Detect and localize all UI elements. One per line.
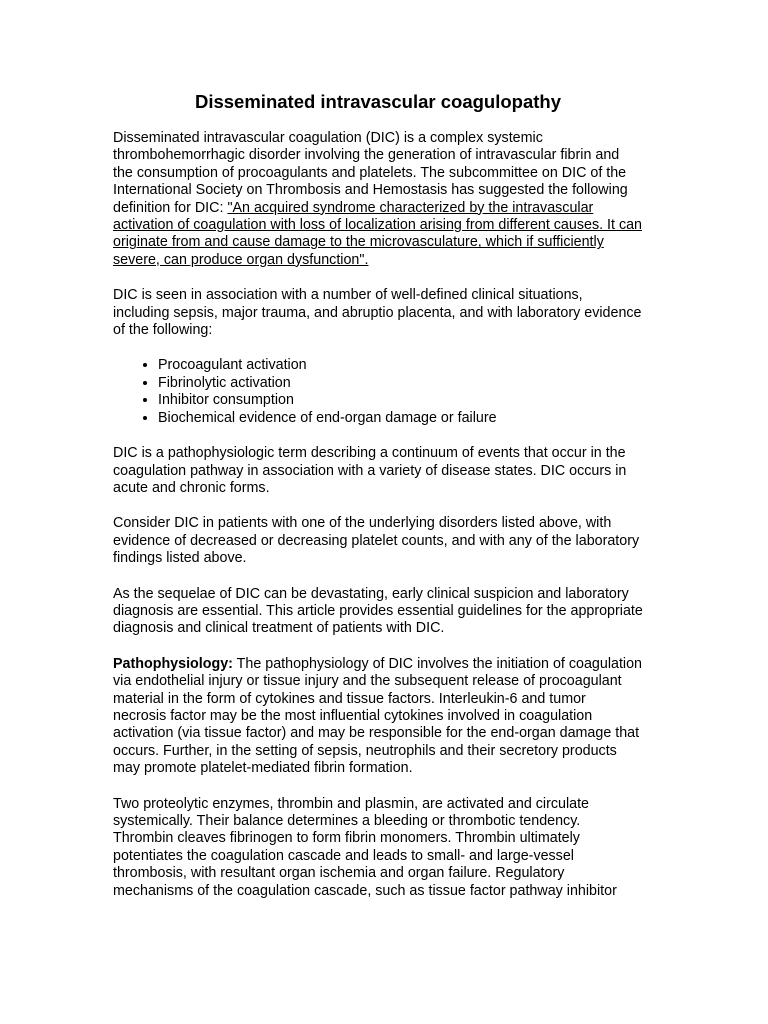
pathophysiology-label: Pathophysiology: (113, 655, 233, 672)
dic-definition-quote: "An acquired syndrome characterized by the intravascular activation of coagulation with loss of localization arising from different causes. It can originate from and cause damage to the microvasculature, which if sufficiently severe, can produce organ dysfunction". (113, 199, 642, 268)
continuum-paragraph: DIC is a pathophysiologic term describing a continuum of events that occur in the coagulation pathway in association with a variety of disease states. DIC occurs in acute and chronic forms. (113, 445, 627, 496)
list-item: • Fibrinolytic activation (158, 375, 643, 392)
list-item: • Procoagulant activation (158, 357, 643, 374)
clinical-situations-paragraph: DIC is seen in association with a number of well-defined clinical situations, including sepsis, major trauma, and abruptio placenta, and with laboratory evidence of the following: (113, 287, 642, 339)
laboratory-evidence-list (113, 357, 643, 427)
list-item: • Inhibitor consumption (158, 392, 643, 409)
intro-text: Disseminated intravascular coagulation (DIC) is a complex systemic thrombohemorrhagic disorder involving the generation of intravascular fibrin and the consumption of procoagulants and platelets. The subcommittee on DIC of the International Society on Thrombosis and Hemostasis has suggested the following definition for DIC: (113, 130, 628, 216)
document-title: Disseminated intravascular coagulopathy (194, 91, 561, 112)
document-body (113, 130, 643, 918)
pathophysiology-text: The pathophysiology of DIC involves the initiation of coagulation via endothelial injury or tissue injury and the subsequent release of procoagulant material in the form of cytokines and tissue factors. Interleukin-6 and tumor necrosis factor may be the most influential cytokines involved in coagulation activation (via tissue factor) and may be responsible for the end-organ damage that occurs. Further, in the setting of sepsis, neutrophils and their secretory products may promote platelet-mediated fibrin formation. (113, 655, 642, 777)
intro-paragraph (113, 130, 643, 269)
sequelae-paragraph: As the sequelae of DIC can be devastating, early clinical suspicion and laboratory diagnosis are essential. This article provides essential guidelines for the appropriate diagnosis and clinical treatment of patients with DIC. (113, 585, 643, 637)
list-item: • Biochemical evidence of end-organ damage or failure (158, 410, 643, 427)
consider-dic-paragraph: Consider DIC in patients with one of the underlying disorders listed above, with evidence of decreased or decreasing platelet counts, and with any of the laboratory findings listed above. (113, 515, 640, 567)
pathophysiology-paragraph (113, 656, 643, 778)
proteolytic-enzymes-paragraph: Two proteolytic enzymes, thrombin and plasmin, are activated and circulate systemically. Their balance determines a bleeding or thrombotic tendency. Thrombin cleaves fibrinogen to form fibrin monomers. Thrombin ultimately potentiates the coagulation cascade and leads to small- and large-vessel thrombosis, with resultant organ ischemia and organ failure. Regulatory mechanisms of the coagulation cascade, such as tissue factor pathway inhibitor (113, 795, 617, 899)
